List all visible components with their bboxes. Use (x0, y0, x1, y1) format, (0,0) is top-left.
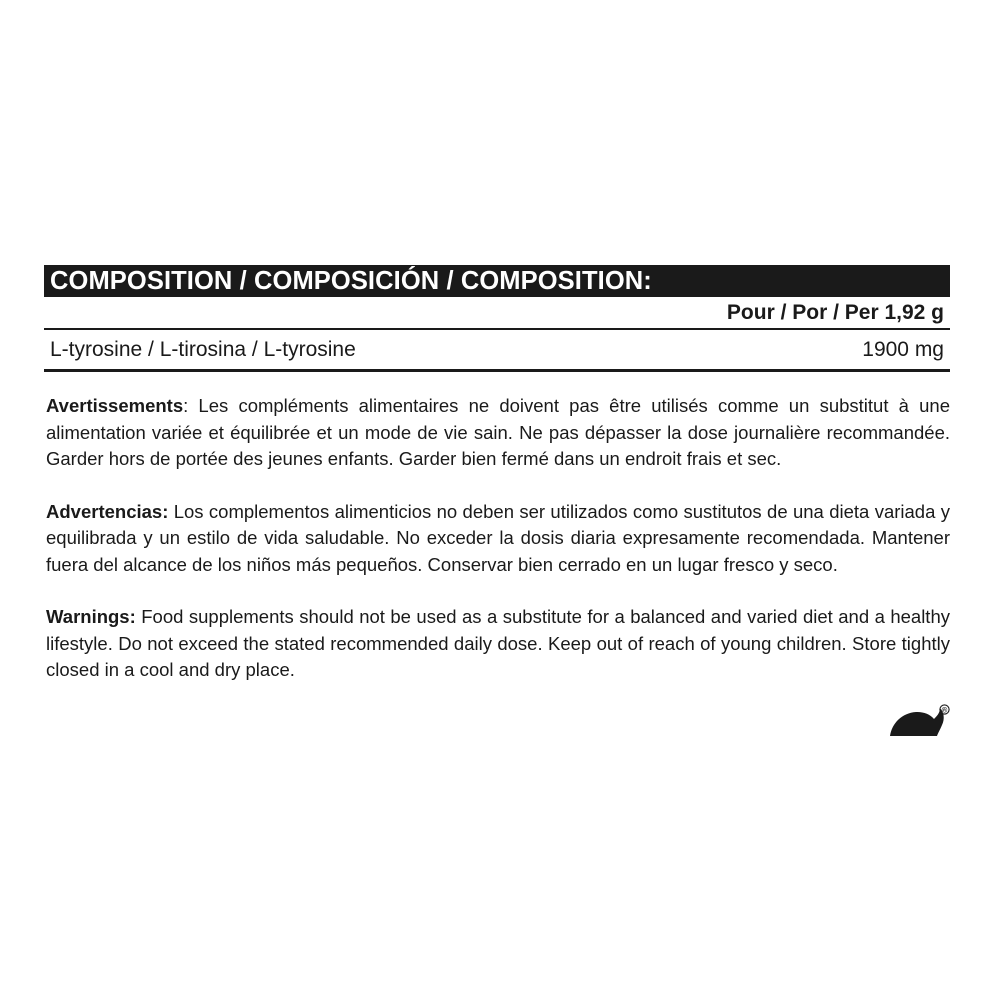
composition-header: COMPOSITION / COMPOSICIÓN / COMPOSITION: (44, 265, 950, 297)
brand-logo-icon (888, 703, 950, 737)
composition-table (44, 265, 950, 372)
ingredient-amount: 1900 mg (862, 337, 944, 361)
warning-separator: : (183, 395, 189, 416)
warning-text: Los complementos alimenticios no deben ser utilizados como sustitutos de una dieta variada y equilibrada y un estilo de vida saludable. No exceder la dosis diaria expresamente recomendada. Mantener fuera del alcance de los niños más pequeños. Conservar bien cerrado en un lugar fresco y seco. (46, 500, 950, 575)
warning-text: Food supplements should not be used as a substitute for a balanced and varied diet and a healthy lifestyle. Do not exceed the stated recommended daily dose. Keep out of reach of young children. Store tightly closed in a cool and dry place. (46, 606, 950, 680)
per-serving-label: Pour / Por / Per 1,92 g (44, 297, 950, 330)
warning-english (46, 604, 950, 684)
warning-title: Advertencias: (46, 500, 169, 522)
warning-title: Avertissements (46, 395, 184, 416)
warning-french (46, 393, 950, 473)
brand-logo-svg (888, 703, 950, 737)
warning-spanish (46, 499, 950, 579)
ingredient-row (44, 330, 950, 372)
warning-text: Les compléments alimentaires ne doivent pas être utilisés comme un substitut à une alimentation variée et équilibrée et un mode de vie sain. Ne pas dépasser la dose journalière recommandée. Garder hors de portée des jeunes enfants. Garder bien fermé dans un endroit frais et sec. (46, 395, 950, 469)
warnings-section (46, 393, 950, 710)
warning-title: Warnings: (46, 606, 136, 627)
registered-mark: ® (941, 705, 948, 715)
logo-shape (890, 708, 944, 736)
ingredient-name: L-tyrosine / L-tirosina / L-tyrosine (50, 337, 356, 361)
